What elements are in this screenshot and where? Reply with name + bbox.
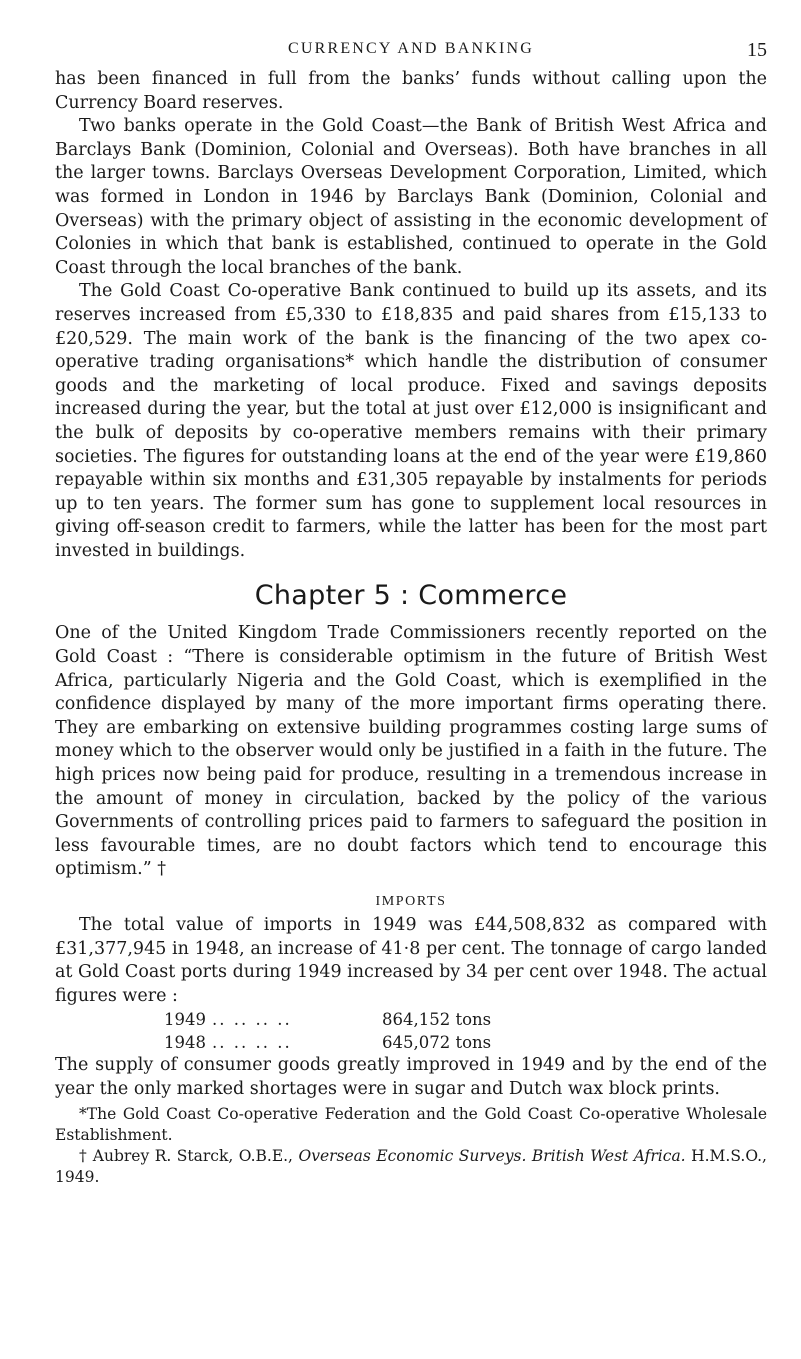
footnote-star: *The Gold Coast Co-operative Federation and the Gold Coast Co-operative Wholesale Establishment. (55, 1104, 767, 1144)
paragraph-consumer-goods: The supply of consumer goods greatly improved in 1949 and by the end of the year the only marked shortages were in sugar and Dutch wax block prints. (55, 1055, 767, 1099)
figure-value: 864,152 tons (382, 1010, 492, 1030)
figure-year: 1949 (164, 1010, 206, 1030)
paragraph-two-banks: Two banks operate in the Gold Coast—the Bank of British West Africa and Barclays Bank (Dominion, Colonial and Overseas). Both have branches in all the larger towns. Barclays Overseas Development Corporation, Limited, which was formed in London in 1946 by Barclays Bank (Dominion, Colonial and Overseas) with the primary object of assisting in the economic development of Colonies in which that bank is established, continued to operate in the Gold Coast through the local branches of the bank. (55, 116, 767, 278)
chapter-heading: Chapter 5 : Commerce (254, 580, 568, 612)
paragraph-cooperative-bank: The Gold Coast Co-operative Bank continued to build up its assets, and its reserves increased from £5,330 to £18,835 and paid shares from £15,133 to £20,529. The main work of the bank is the financing of the two apex co-operative trading organisations* which handle the distribution of consumer goods and the marketing of local produce. Fixed and savings deposits increased during the year, but the total at just over £12,000 is insignificant and the bulk of deposits by co-operative members remains with their primary societies. The figures for outstanding loans at the end of the year were £19,860 repayable within six months and £31,305 repayable by instalments for periods up to ten years. The former sum has gone to supplement local resources in giving off-season credit to farmers, while the latter has been for the most part invested in buildings. (55, 281, 767, 561)
figure-value: 645,072 tons (382, 1033, 492, 1053)
footnote-dagger-title: Overseas Economic Surveys. British West Africa. (298, 1146, 686, 1165)
running-header (55, 40, 767, 68)
footnote-dagger-prefix: † Aubrey R. Starck, O.B.E., (79, 1146, 299, 1165)
paragraph-banks-funds: has been financed in full from the banks’ funds without calling upon the Currency Board reserves. (55, 69, 767, 113)
figure-row (164, 1031, 767, 1054)
figure-year: 1948 (164, 1033, 206, 1053)
tonnage-figures (164, 1008, 767, 1054)
figure-row (164, 1008, 767, 1031)
running-title: CURRENCY AND BANKING (287, 40, 535, 57)
paragraph-trade-commissioner: One of the United Kingdom Trade Commissioners recently reported on the Gold Coast : “There is considerable optimism in the future of British West Africa, particularly Nigeria and the Gold Coast, which is exemplified in the confidence displayed by many of the more important firms operating there. They are embarking on extensive building programmes costing large sums of money which to the observer would only be justified in a faith in the future. The high prices now being paid for produce, resulting in a tremendous increase in the amount of money in circulation, backed by the policy of the various Governments of controlling prices paid to farmers to safeguard the position in less favourable times, are no doubt factors which tend to encourage this optimism.” † (55, 623, 767, 880)
leader-dots: .. .. .. .. (212, 1010, 292, 1030)
footnote-dagger-suffix: H.M.S.O., 1949. (55, 1146, 767, 1186)
footnote-dagger (55, 1146, 767, 1188)
section-heading-imports: IMPORTS (375, 894, 447, 909)
document-page (55, 40, 767, 1188)
paragraph-imports-total: The total value of imports in 1949 was £44,508,832 as compared with £31,377,945 in 1948, an increase of 41·8 per cent. The tonnage of cargo landed at Gold Coast ports during 1949 increased by 34 per cent over 1948. The actual figures were : (55, 915, 767, 1006)
leader-dots: .. .. .. .. (212, 1033, 292, 1053)
page-number: 15 (747, 39, 767, 61)
footnotes (55, 1104, 767, 1188)
